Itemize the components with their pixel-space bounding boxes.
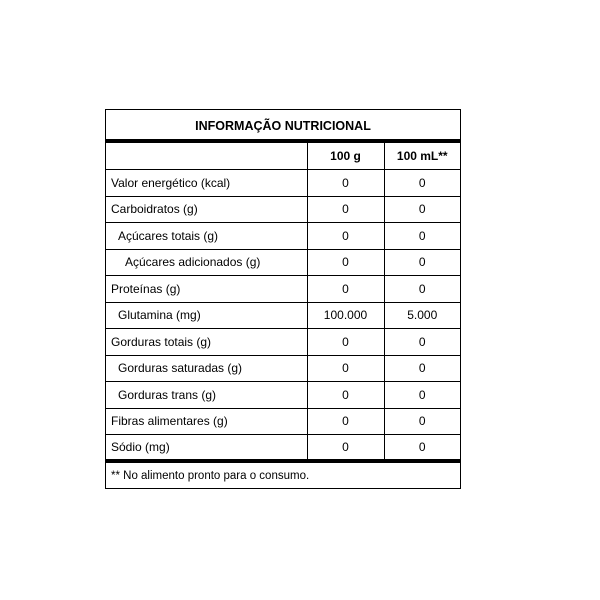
value-100ml: 0 <box>384 435 460 462</box>
nutrient-label: Sódio (mg) <box>106 435 307 462</box>
nutrient-label: Gorduras saturadas (g) <box>106 355 307 382</box>
value-100g: 0 <box>307 408 384 435</box>
footnote: ** No alimento pronto para o consumo. <box>111 470 310 482</box>
value-100g: 0 <box>307 382 384 409</box>
value-100ml: 0 <box>384 382 460 409</box>
value-100ml: 0 <box>384 223 460 250</box>
value-100ml: 0 <box>384 196 460 223</box>
nutrition-table-body <box>106 170 460 462</box>
value-100ml: 0 <box>384 355 460 382</box>
value-100ml: 0 <box>384 329 460 356</box>
value-100ml: 0 <box>384 170 460 197</box>
nutrition-title: INFORMAÇÃO NUTRICIONAL <box>106 110 460 143</box>
header-row <box>106 143 460 170</box>
nutrient-label: Valor energético (kcal) <box>106 170 307 197</box>
value-100ml: 0 <box>384 408 460 435</box>
value-100g: 0 <box>307 249 384 276</box>
value-100ml: 0 <box>384 249 460 276</box>
value-100g: 0 <box>307 435 384 462</box>
column-header-100ml: 100 mL** <box>384 143 460 170</box>
table-row <box>106 435 460 462</box>
table-row <box>106 382 460 409</box>
header-label-cell <box>106 143 307 170</box>
nutrient-label: Proteínas (g) <box>106 276 307 303</box>
value-100g: 0 <box>307 223 384 250</box>
value-100g: 0 <box>307 355 384 382</box>
table-row <box>106 408 460 435</box>
nutrition-table <box>106 143 460 463</box>
value-100g: 0 <box>307 170 384 197</box>
table-row <box>106 170 460 197</box>
value-100g: 100.000 <box>307 302 384 329</box>
nutrient-label: Açúcares adicionados (g) <box>106 249 307 276</box>
table-row <box>106 302 460 329</box>
value-100g: 0 <box>307 276 384 303</box>
value-100g: 0 <box>307 196 384 223</box>
table-row <box>106 276 460 303</box>
nutrient-label: Açúcares totais (g) <box>106 223 307 250</box>
nutrient-label: Glutamina (mg) <box>106 302 307 329</box>
nutrient-label: Gorduras trans (g) <box>106 382 307 409</box>
nutrient-label: Fibras alimentares (g) <box>106 408 307 435</box>
table-row <box>106 249 460 276</box>
nutrient-label: Carboidratos (g) <box>106 196 307 223</box>
value-100ml: 5.000 <box>384 302 460 329</box>
value-100g: 0 <box>307 329 384 356</box>
column-header-100g: 100 g <box>307 143 384 170</box>
nutrient-label: Gorduras totais (g) <box>106 329 307 356</box>
value-100ml: 0 <box>384 276 460 303</box>
nutrition-facts-panel <box>105 109 461 489</box>
table-row <box>106 355 460 382</box>
table-row <box>106 196 460 223</box>
table-row <box>106 223 460 250</box>
table-row <box>106 329 460 356</box>
